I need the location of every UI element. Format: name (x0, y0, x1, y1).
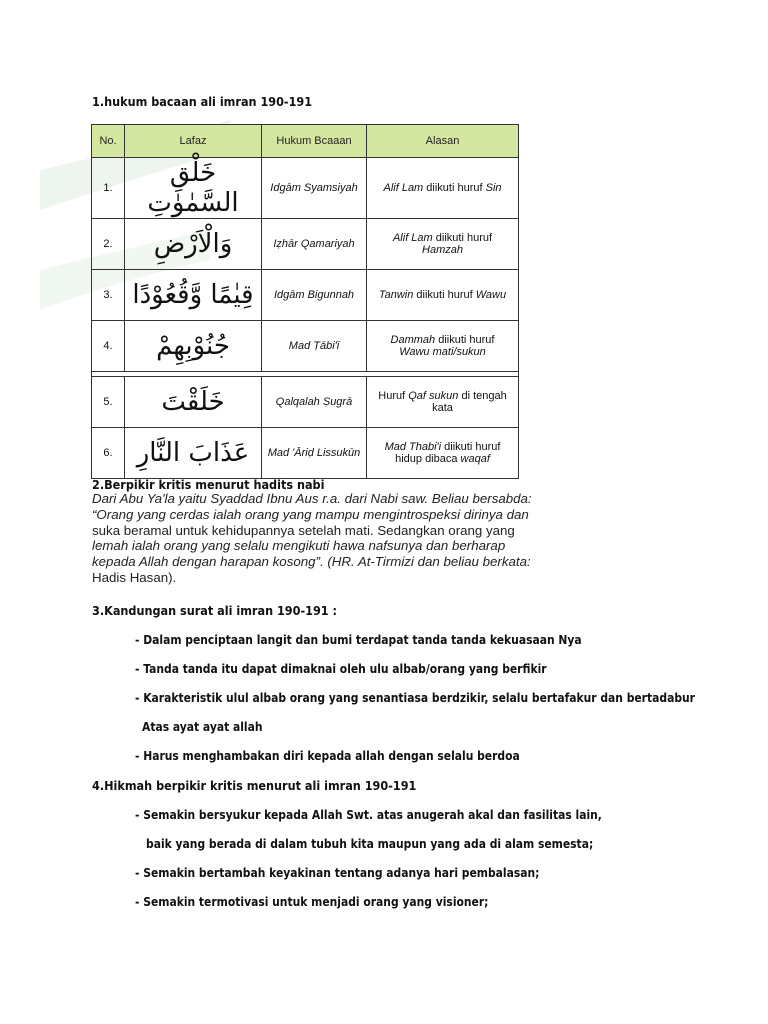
lafaz-cell (125, 158, 262, 219)
alasan-cell (367, 377, 519, 428)
list-item: - Semakin termotivasi untuk menjadi orang yang visioner; (135, 894, 489, 909)
alasan-cell (367, 321, 519, 372)
alasan-cell (367, 428, 519, 479)
lafaz-cell (125, 321, 262, 372)
quote-line: lemah ialah orang yang selalu mengikuti hawa nafsunya dan berharap (92, 538, 506, 554)
alasan-text: diikuti huruf (432, 232, 493, 244)
lafaz-cell (125, 219, 262, 270)
alasan-term: Alif Lam (383, 182, 424, 194)
quote-line: kepada Allah dengan harapan kosong”. (HR. At-Tirmizi dan beliau berkata: (92, 554, 531, 570)
list-item: - Dalam penciptaan langit dan bumi terdapat tanda tanda kekuasaan Nya (135, 632, 582, 647)
hukum-cell: Iẓhār Qamariyah (262, 219, 367, 270)
alasan-cell (367, 270, 519, 321)
row-number: 5. (92, 377, 125, 428)
hukum-cell: Qalqalah Ṣugrā (262, 377, 367, 428)
lafaz-cell (125, 270, 262, 321)
row-number: 2. (92, 219, 125, 270)
alasan-text: kata (432, 402, 453, 414)
alasan-text: diikuti huruf (413, 289, 476, 301)
alasan-text: hidup dibaca (395, 453, 461, 465)
alasan-term: waqaf (460, 453, 490, 465)
arabic-lafaz: جُنُوْبِهِمْ (156, 331, 230, 361)
list-item: Atas ayat ayat allah (142, 719, 263, 734)
section-4-heading: 4.Hikmah berpikir kritis menurut ali imran 190-191 (92, 778, 417, 793)
table-row (92, 377, 519, 428)
alasan-term: Sin (485, 182, 502, 194)
hukum-cell: Idgām Bigunnah (262, 270, 367, 321)
header-alasan: Alasan (367, 125, 519, 158)
alasan-text: diikuti huruf (441, 441, 501, 453)
table-row (92, 321, 519, 372)
row-number: 4. (92, 321, 125, 372)
table-row (92, 158, 519, 219)
row-number: 1. (92, 158, 125, 219)
hukum-cell: Mad 'Āriḍ Lissukūn (262, 428, 367, 479)
quote-line: Hadis Hasan). (92, 569, 177, 585)
lafaz-cell (125, 377, 262, 428)
table-header-row (92, 125, 519, 158)
alasan-cell (367, 158, 519, 219)
alasan-term: Wawu (475, 289, 507, 301)
arabic-lafaz: خَلَقْتَ (161, 387, 225, 417)
alasan-cell (367, 219, 519, 270)
alasan-term: Wawu mati/sukun (399, 346, 486, 358)
alasan-term: Qaf sukun (408, 390, 459, 402)
section-3-heading: 3.Kandungan surat ali imran 190-191 : (92, 603, 338, 618)
arabic-lafaz: قِيٰمًا وَّقُعُوْدًا (132, 280, 254, 310)
list-item: - Semakin bertambah keyakinan tentang adanya hari pembalasan; (135, 865, 540, 880)
list-item: baik yang berada di dalam tubuh kita maupun yang ada di alam semesta; (146, 836, 594, 851)
list-item: - Tanda tanda itu dapat dimaknai oleh ulu albab/orang yang berfikir (135, 661, 547, 676)
header-lafaz: Lafaz (125, 125, 262, 158)
arabic-lafaz: وَالْاَرْضِ (153, 229, 233, 259)
alasan-term: Dammah (390, 334, 436, 346)
table-row (92, 270, 519, 321)
header-hukum: Hukum Bcaaan (262, 125, 367, 158)
list-item: - Karakteristik ulul albab orang yang senantiasa berdzikir, selalu bertafakur dan bertadabur (135, 690, 695, 705)
alasan-term: Mad Thabi'i (384, 441, 442, 453)
alasan-text: Huruf (378, 390, 409, 402)
hukum-cell: Mad Ṭābi'ī (262, 321, 367, 372)
row-number: 3. (92, 270, 125, 321)
table-row (92, 219, 519, 270)
list-item: - Harus menghambakan diri kepada allah dengan selalu berdoa (135, 748, 520, 763)
alasan-text: di tengah (458, 390, 507, 402)
alasan-term: Tanwin (378, 289, 414, 301)
quote-line: Dari Abu Ya'la yaitu Syaddad Ibnu Aus r.a. dari Nabi saw. Beliau bersabda: (92, 491, 532, 506)
arabic-lafaz: عَذَابَ النَّارِ (136, 438, 250, 468)
section-1-heading: 1.hukum bacaan ali imran 190-191 (92, 94, 313, 109)
row-number: 6. (92, 428, 125, 479)
arabic-lafaz: خَلْقِ السَّمٰوٰتِ (147, 158, 239, 218)
alasan-text: diikuti huruf (435, 334, 495, 346)
header-no: No. (92, 125, 125, 158)
lafaz-cell (125, 428, 262, 479)
alasan-term: Alif Lam (392, 232, 433, 244)
list-item: - Semakin bersyukur kepada Allah Swt. atas anugerah akal dan fasilitas lain, (135, 807, 602, 822)
table-row (92, 428, 519, 479)
alasan-text: diikuti huruf (423, 182, 486, 194)
quote-line: “Orang yang cerdas ialah orang yang mampu mengintrospeksi dirinya dan (92, 506, 529, 522)
quote-line: suka beramal untuk kehidupannya setelah mati. Sedangkan orang yang (92, 522, 515, 538)
hadith-quote (92, 491, 562, 586)
hukum-bacaan-table (91, 124, 519, 479)
section-2-heading: 2.Berpikir kritis menurut hadits nabi (92, 477, 325, 492)
alasan-term: Hamzah (422, 244, 463, 256)
hukum-cell: Idgām Syamsiyah (262, 158, 367, 219)
